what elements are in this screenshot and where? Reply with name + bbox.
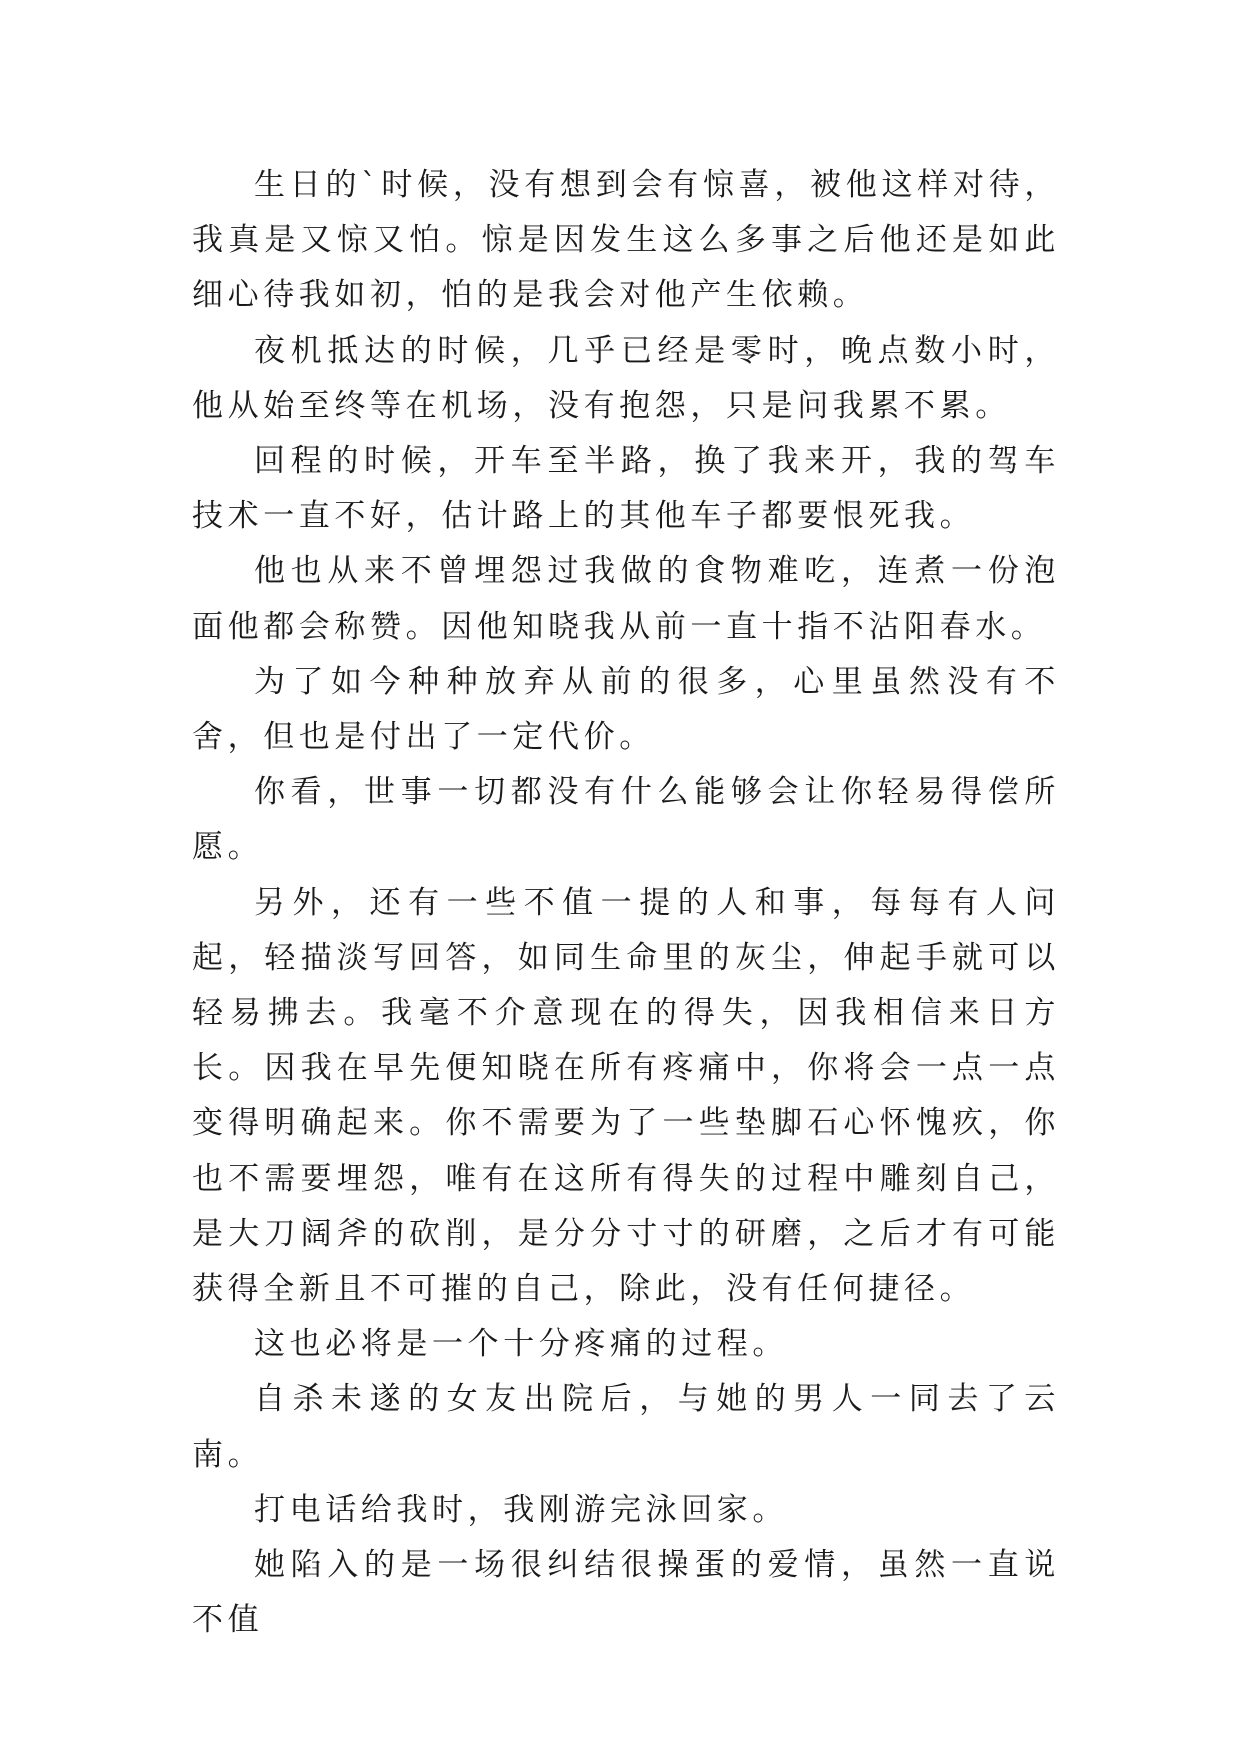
paragraph-6: 你看，世事一切都没有什么能够会让你轻易得偿所愿。 [192,774,1060,866]
body-text [192,158,1060,1648]
paragraph-2: 夜机抵达的时候，几乎已经是零时，晚点数小时，他从始至终等在机场，没有抱怨，只是问我累不累。 [192,332,1060,424]
paragraph-3: 回程的时候，开车至半路，换了我来开，我的驾车技术一直不好，估计路上的其他车子都要恨死我。 [192,443,1060,535]
paragraph-10: 打电话给我时，我刚游完泳回家。 [254,1491,788,1528]
paragraph-7: 另外，还有一些不值一提的人和事，每每有人问起，轻描淡写回答，如同生命里的灰尘，伸起手就可以轻易拂去。我毫不介意现在的得失，因我相信来日方长。因我在早先便知晓在所有疼痛中，你将会一点一点变得明确起来。你不需要为了一些垫脚石心怀愧疚，你也不需要埋怨，唯有在这所有得失的过程中雕刻自己，是大刀阔斧的砍削，是分分寸寸的研磨，之后才有可能获得全新且不可摧的自己，除此，没有任何捷径。 [192,884,1060,1308]
paragraph-5: 为了如今种种放弃从前的很多，心里虽然没有不舍，但也是付出了一定代价。 [192,663,1060,756]
paragraph-9: 自杀未遂的女友出院后，与她的男人一同去了云南。 [192,1381,1060,1473]
paragraph-4: 他也从来不曾埋怨过我做的食物难吃，连煮一份泡面他都会称赞。因他知晓我从前一直十指不沾阳春水。 [192,553,1060,645]
paragraph-1: 生日的`时候，没有想到会有惊喜，被他这样对待，我真是又惊又怕。惊是因发生这么多事之后他还是如此细心待我如初，怕的是我会对他产生依赖。 [192,167,1060,314]
paragraph-11: 她陷入的是一场很纠结很操蛋的爱情，虽然一直说不值 [192,1547,1060,1639]
paragraph-8: 这也必将是一个十分疼痛的过程。 [254,1326,788,1363]
